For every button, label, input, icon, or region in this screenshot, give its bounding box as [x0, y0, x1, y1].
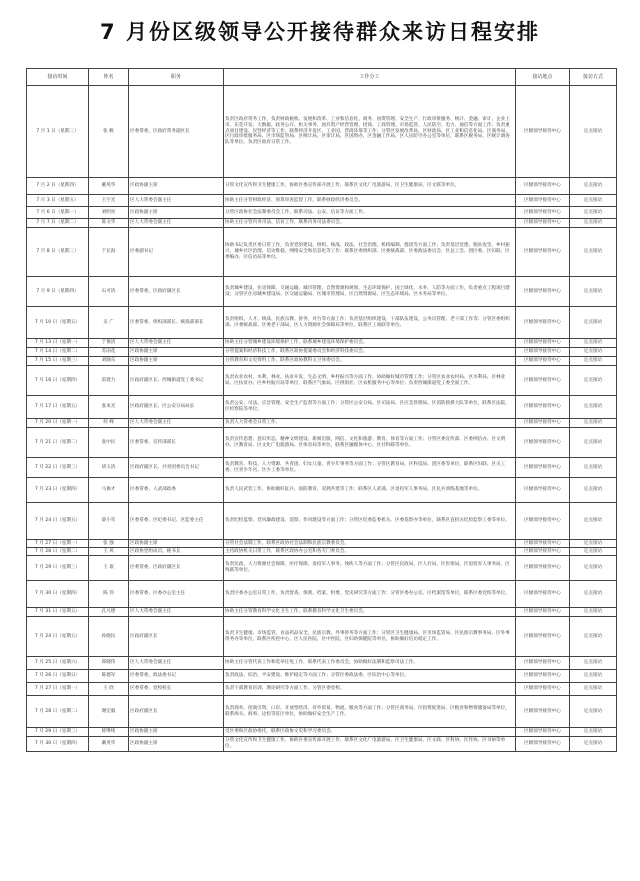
row-mode: 定点接访	[570, 419, 617, 428]
row-title: 区政协副主席	[129, 207, 224, 219]
row-name: 王 欣	[89, 683, 129, 696]
row-date: 7 月 22 日（星期三）	[27, 458, 89, 478]
row-place: 区级领导接待中心	[516, 219, 570, 228]
row-name: 刘晓东	[89, 357, 129, 366]
row-title: 区人大常委会副主任	[129, 339, 224, 348]
row-duties: 负责区委办公室日常工作，负责督查、保密、档案、机要、党史研究等方面工作；分管区委办公室、区档案馆等单位，联系区委党校等单位。	[224, 581, 516, 608]
row-place: 区级领导接待中心	[516, 737, 570, 752]
row-name: 戴英华	[89, 178, 129, 195]
table-row	[27, 657, 617, 670]
row-place: 区级领导接待中心	[516, 428, 570, 458]
row-name: 王 风	[89, 548, 129, 556]
row-name: 雷建力	[89, 366, 129, 396]
row-mode: 定点接访	[570, 207, 617, 219]
row-mode: 定点接访	[570, 178, 617, 195]
row-duties: 协助主任分管代表工作和选举任免工作，联系代表工作委员会，协助做好法制和监察司法工作。	[224, 657, 516, 670]
row-name: 苏雨花	[89, 348, 129, 357]
table-row	[27, 366, 617, 396]
row-place: 区级领导接待中心	[516, 339, 570, 348]
table-row	[27, 419, 617, 428]
row-duties: 协助书记负责区委日常工作，负责党的建设、组织、统战、政法、社会治理、机构编制、群团等方面工作；负责基层党建、脱贫攻坚、乡村振兴、城乡社区治理、信访维稳、网络安全和信息化等工作；联系区委组织部、区委统战部、区委政法委员会、区总工会、团区委、区妇联、区委编办、区信访局等单位。	[224, 228, 516, 277]
header-name: 姓名	[89, 69, 129, 86]
table-row	[27, 617, 617, 657]
row-title: 区委副书记	[129, 228, 224, 277]
row-place: 区级领导接待中心	[516, 657, 570, 670]
row-mode: 定点接访	[570, 348, 617, 357]
table-row	[27, 228, 617, 277]
row-mode: 定点接访	[570, 307, 617, 339]
row-duties: 负责干部教育培训、理论研究等方面工作，分管区委党校。	[224, 683, 516, 696]
row-place: 区级领导接待中心	[516, 396, 570, 419]
row-duties: 负责人民武装工作，协助做好征兵、国防教育、双拥共建等工作；联系区人武部、区退役军人事务局、区民兵训练基地等单位。	[224, 478, 516, 503]
row-place: 区级领导接待中心	[516, 277, 570, 307]
row-duties: 分管区政协社会法制委员会工作，联系司法、公安、信访等方面工作。	[224, 207, 516, 219]
table-row	[27, 396, 617, 419]
row-date: 7 月 27 日（星期一）	[27, 540, 89, 548]
row-mode: 定点接访	[570, 608, 617, 617]
table-row	[27, 428, 617, 458]
row-duties: 分管提案和经济科技工作，联系区政协提案委员会和经济科技委员会。	[224, 348, 516, 357]
row-date: 7 月 23 日（星期四）	[27, 478, 89, 503]
row-place: 区级领导接待中心	[516, 608, 570, 617]
table-row	[27, 556, 617, 581]
row-mode: 定点接访	[570, 556, 617, 581]
table-row	[27, 503, 617, 540]
row-mode: 定点接访	[570, 357, 617, 366]
row-title: 区政府副区长、共青团委员会书记	[129, 458, 224, 478]
row-name: 张中民	[89, 428, 129, 458]
row-title: 区委常委、区政府常务副区长	[129, 86, 224, 178]
row-place: 区级领导接待中心	[516, 581, 570, 608]
row-mode: 定点接访	[570, 458, 617, 478]
row-date: 7 月 21 日（星期二）	[27, 428, 89, 458]
row-date: 7 月 31 日（星期五）	[27, 608, 89, 617]
row-title: 区人大常委会副主任	[129, 657, 224, 670]
row-duties: 负责区政府常务工作，负责财政税收、发展和改革、工业和信息化、商务、国资管理、安全生产、行政审批服务、统计、金融、审计、企业上市、东莞开发、大数据、政务公开、机关事务、国有资产经营管理、招商、工商管理、市场监管、人民防空、电力、通信等方面工作；负责重点项目建设、民营经济等工作，联系经济开发区、工业园、营商环境等工作；分管区发展改革局、区财政局、区工业和信息化局、区商务局、区行政审批服务局、区市场监管局、区统计局、区审计局、区国资办、区金融工作局、区人民防空办公室等单位，联系区税务局、区统计调查队等单位。负责区政府日常工作。	[224, 86, 516, 178]
row-duties: 分管文化宣传和卫生健康工作，协助区委宣传部开展工作，联系区文化广电旅游局、区卫生健康局、区文联、区科协、区作协、区书协等单位。	[224, 737, 516, 752]
row-duties: 分管教育和文史资料工作，联系区政协教科文卫体委员会。	[224, 357, 516, 366]
row-place: 区级领导接待中心	[516, 696, 570, 728]
row-title: 区政协副主席	[129, 178, 224, 195]
row-duties: 分管文化宣传和卫生健康工作，协助区委宣传部开展工作，联系区文化广电旅游局、区卫生健康局、区文联等单位。	[224, 178, 516, 195]
row-title: 区政协副主席	[129, 728, 224, 737]
row-title: 区委常委、党校校长	[129, 683, 224, 696]
row-date: 7 月 15 日（星期三）	[27, 357, 89, 366]
row-date: 7 月 9 日（星期四）	[27, 277, 89, 307]
row-mode: 定点接访	[570, 195, 617, 207]
table-row	[27, 307, 617, 339]
row-duties: 负责民政、人力资源社会保障、医疗保障、退役军人事务、残疾人等方面工作；分管区民政局、区人社局、区医保局、区退役军人事务局、区残联等单位。	[224, 556, 516, 581]
row-name: 吴 广	[89, 307, 129, 339]
row-date: 7 月 28 日（星期二）	[27, 696, 89, 728]
row-title: 区政府副区长、西城街道党工委书记	[129, 366, 224, 396]
table-row	[27, 581, 617, 608]
row-name: 谢宏毅	[89, 696, 129, 728]
row-duties: 负责卫生健康、市场监管、食品药品安全、民族宗教、外事侨务等方面工作；分管区卫生健康局、区市场监管局、区民族宗教事务局、区外事侨务办等单位，联系区疾控中心、区人民医院、区中医院、区妇幼保健院等单位，协助做好信访稳定工作。	[224, 617, 516, 657]
header-mode: 接访方式	[570, 69, 617, 86]
row-title: 区政协副主席	[129, 357, 224, 366]
row-place: 区级领导接待中心	[516, 458, 570, 478]
row-name: 孙晓民	[89, 617, 129, 657]
row-name: 戴英华	[89, 737, 129, 752]
row-title: 区委常委、组织部部长、统战部部长	[129, 307, 224, 339]
schedule-table	[26, 68, 617, 752]
row-place: 区级领导接待中心	[516, 348, 570, 357]
row-name: 陈德军	[89, 670, 129, 683]
row-mode: 定点接访	[570, 228, 617, 277]
table-row	[27, 478, 617, 503]
row-mode: 定点接访	[570, 366, 617, 396]
row-date: 7 月 20 日（星期一）	[27, 419, 89, 428]
row-duties: 负责商务、招商引资、口岸、开放型经济、对外贸易、物流、粮食等方面工作；分管区商务局、区投资促进局、区粮食和物资储备局等单位，联系海关、海事、边检等驻区单位，协助做好安全生产工作。	[224, 696, 516, 728]
row-date: 7 月 17 日（星期五）	[27, 396, 89, 419]
row-name: 薛小军	[89, 503, 129, 540]
row-duties: 协助主任分管城乡建设环境保护工作，联系城乡建设环境保护委员会。	[224, 339, 516, 348]
row-name: 刘明亮	[89, 207, 129, 219]
table-row	[27, 207, 617, 219]
table-row	[27, 670, 617, 683]
row-name: 何 峰	[89, 419, 129, 428]
row-title: 区政协党组成员、秘书长	[129, 548, 224, 556]
row-name: 马俊才	[89, 478, 129, 503]
page-title: 7 月份区级领导公开接待群众来访日程安排	[100, 20, 540, 44]
row-place: 区级领导接待中心	[516, 419, 570, 428]
row-mode: 定点接访	[570, 617, 617, 657]
row-name: 陈文华	[89, 219, 129, 228]
row-date: 7 月 28 日（星期二）	[27, 548, 89, 556]
row-place: 区级领导接待中心	[516, 178, 570, 195]
row-title: 区政府副区长	[129, 617, 224, 657]
row-name: 张 强	[89, 540, 129, 548]
row-date: 7 月 29 日（星期三）	[27, 556, 89, 581]
row-duties: 负责教育、科技、人力资源、共青团、妇女儿童、青少年事务等方面工作；分管区教育局、区科技局、团区委等单位，联系区妇联、区关工委、区青少年宫、区少工委等单位。	[224, 458, 516, 478]
row-title: 区政协副主席	[129, 348, 224, 357]
row-name: 王 珉	[89, 556, 129, 581]
row-name: 韩继续	[89, 728, 129, 737]
row-duties: 协助主任分管财政经济、预算审查监督工作，联系财政经济委员会。	[224, 195, 516, 207]
row-date: 7 月 30 日（星期四）	[27, 737, 89, 752]
row-date: 7 月 26 日（星期日）	[27, 670, 89, 683]
row-name: 张 帆	[89, 86, 129, 178]
row-title: 区政府副区长、区公安分局局长	[129, 396, 224, 419]
row-mode: 定点接访	[570, 737, 617, 752]
row-place: 区级领导接待中心	[516, 556, 570, 581]
table-row	[27, 737, 617, 752]
row-place: 区级领导接待中心	[516, 503, 570, 540]
row-date: 7 月 7 日（星期二）	[27, 219, 89, 228]
row-place: 区级领导接待中心	[516, 683, 570, 696]
table-row	[27, 277, 617, 307]
row-name: 陈 伟	[89, 581, 129, 608]
row-duties: 负责组织、人才、统战、民族宗教、侨务、对台等方面工作；负责基层组织建设、干部队伍建设、公务员管理、老干部工作等；分管区委组织部、区委统战部、区委老干部局、区人力资源社会保障局等单位，联系区工商联等单位。	[224, 307, 516, 339]
row-place: 区级领导接待中心	[516, 478, 570, 503]
row-duties: 负责城乡建设、住房保障、交通运输、城市管理、自然资源和规划、生态环境保护、国土绿化、水务、人防等方面工作，负责重点工程项目建设；分管区住房城乡建设局、区交通运输局、区城市管理局、区自然资源局、区生态环境局、区水务局等单位。	[224, 277, 516, 307]
row-title: 区委常委、宣传部部长	[129, 428, 224, 458]
row-place: 区级领导接待中心	[516, 366, 570, 396]
row-mode: 定点接访	[570, 396, 617, 419]
header-title: 职务	[129, 69, 224, 86]
row-title: 区委常委、区纪委书记、区监委主任	[129, 503, 224, 540]
row-date: 7 月 29 日（星期三）	[27, 728, 89, 737]
row-place: 区级领导接待中心	[516, 617, 570, 657]
row-date: 7 月 30 日（星期四）	[27, 581, 89, 608]
row-title: 区委常委、区政府副区长	[129, 556, 224, 581]
row-mode: 定点接访	[570, 696, 617, 728]
row-duties: 分管社会法制工作，联系区政协社会法制和民族宗教委员会。	[224, 540, 516, 548]
row-title: 区委常委、人武部政委	[129, 478, 224, 503]
row-title: 区委常委、政法委书记	[129, 670, 224, 683]
row-date: 7 月 14 日（星期二）	[27, 348, 89, 357]
table-row	[27, 458, 617, 478]
table-row	[27, 195, 617, 207]
row-title: 区人大常委会副主任	[129, 419, 224, 428]
row-place: 区级领导接待中心	[516, 228, 570, 277]
row-date: 7 月 27 日（星期一）	[27, 683, 89, 696]
row-place: 区级领导接待中心	[516, 728, 570, 737]
table-row	[27, 548, 617, 556]
row-name: 张本光	[89, 396, 129, 419]
table-row	[27, 219, 617, 228]
row-name: 于长海	[89, 228, 129, 277]
row-date: 7 月 24 日（星期五）	[27, 503, 89, 540]
row-mode: 定点接访	[570, 219, 617, 228]
row-mode: 定点接访	[570, 86, 617, 178]
table-row	[27, 178, 617, 195]
row-date: 7 月 8 日（星期三）	[27, 228, 89, 277]
row-mode: 定点接访	[570, 670, 617, 683]
table-row	[27, 357, 617, 366]
row-title: 区人大常委会副主任	[129, 219, 224, 228]
row-place: 区级领导接待中心	[516, 540, 570, 548]
row-title: 区委常委、区政府副区长	[129, 277, 224, 307]
row-duties: 主持政协机关日常工作，联系区政协办公室和各专门委员会。	[224, 548, 516, 556]
row-place: 区级领导接待中心	[516, 195, 570, 207]
row-place: 区级领导接待中心	[516, 670, 570, 683]
row-name: 胡玉清	[89, 458, 129, 478]
row-date: 7 月 10 日（星期五）	[27, 307, 89, 339]
row-title: 区人大常委会副主任	[129, 195, 224, 207]
row-name: 孔凡德	[89, 608, 129, 617]
row-date: 7 月 3 日（星期五）	[27, 195, 89, 207]
row-duties: 协助主任分管教育科学文化卫生工作，联系教育科学文化卫生委员会。	[224, 608, 516, 617]
row-name: 郑晓伟	[89, 657, 129, 670]
table-row	[27, 86, 617, 178]
row-mode: 定点接访	[570, 339, 617, 348]
row-duties: 负责政法、综治、平安建设、维护稳定等方面工作；分管区委政法委、区综治中心等单位。	[224, 670, 516, 683]
row-mode: 定点接访	[570, 657, 617, 670]
row-date: 7 月 1 日（星期三）	[27, 86, 89, 178]
row-date: 7 月 6 日（星期一）	[27, 207, 89, 219]
row-place: 区级领导接待中心	[516, 86, 570, 178]
row-mode: 定点接访	[570, 683, 617, 696]
row-place: 区级领导接待中心	[516, 357, 570, 366]
row-mode: 定点接访	[570, 428, 617, 458]
header-date: 接访时间	[27, 69, 89, 86]
table-row	[27, 339, 617, 348]
row-title: 区政协副主席	[129, 540, 224, 548]
table-row	[27, 540, 617, 548]
table-row	[27, 348, 617, 357]
row-title: 区政协副主席	[129, 737, 224, 752]
row-place: 区级领导接待中心	[516, 307, 570, 339]
table-row	[27, 728, 617, 737]
table-row	[27, 696, 617, 728]
table-row	[27, 683, 617, 696]
row-mode: 定点接访	[570, 540, 617, 548]
row-date: 7 月 13 日（星期一）	[27, 339, 89, 348]
row-mode: 定点接访	[570, 581, 617, 608]
row-mode: 定点接访	[570, 277, 617, 307]
row-mode: 定点接访	[570, 478, 617, 503]
row-name: 石可清	[89, 277, 129, 307]
table-row	[27, 608, 617, 617]
header-place: 接访地点	[516, 69, 570, 86]
row-title: 区人大常委会副主任	[129, 608, 224, 617]
row-duties: 负责公安、司法、应急管理、安全生产监督等方面工作；分管区公安分局、区司法局、区应急管理局、区消防救援大队等单位，联系区法院、区检察院等单位。	[224, 396, 516, 419]
row-duties: 负责宣传思想、意识形态、精神文明建设、新闻出版、网信、文化和旅游、教育、体育等方面工作；分管区委宣传部、区委网信办、区文明办、区教育局、区文化广电旅游局、区体育局等单位，联系区融媒体中心、区社科联等单位。	[224, 428, 516, 458]
row-mode: 定点接访	[570, 503, 617, 540]
row-name: 王宇光	[89, 195, 129, 207]
row-mode: 定点接访	[570, 548, 617, 556]
row-date: 7 月 16 日（星期四）	[27, 366, 89, 396]
row-mode: 定点接访	[570, 728, 617, 737]
row-place: 区级领导接待中心	[516, 548, 570, 556]
row-title: 区委常委、区委办公室主任	[129, 581, 224, 608]
row-duties: 负责农业农村、水利、林业、扶贫开发、生态文明、乡村振兴等方面工作，协助做好城市管理工作；分管区农业农村局、区水利局、区林业局、区扶贫办、区乡村振兴局等单位，联系区气象局、区供销社、区农机服务中心等单位；负责西城街道党工委全面工作。	[224, 366, 516, 396]
row-name: 于俊清	[89, 339, 129, 348]
row-place: 区级领导接待中心	[516, 207, 570, 219]
row-date: 7 月 24 日（星期五）	[27, 617, 89, 657]
row-duties: 受区委和区政协委托，联系区政协文史和学习委员会。	[224, 728, 516, 737]
row-duties: 负责人大常委会日常工作。	[224, 419, 516, 428]
row-date: 7 月 2 日（星期四）	[27, 178, 89, 195]
row-duties: 协助主任分管内务司法、信访工作，联系内务司法委员会。	[224, 219, 516, 228]
table-header-row	[27, 69, 617, 86]
row-title: 区政府副区长	[129, 696, 224, 728]
row-date: 7 月 25 日（星期六）	[27, 657, 89, 670]
row-duties: 负责纪检监察、党风廉政建设、巡察、作风建设等方面工作；分管区纪委监委机关、区委巡察办等单位，联系区直机关纪检监察工委等单位。	[224, 503, 516, 540]
header-duties: 工作分工	[224, 69, 516, 86]
